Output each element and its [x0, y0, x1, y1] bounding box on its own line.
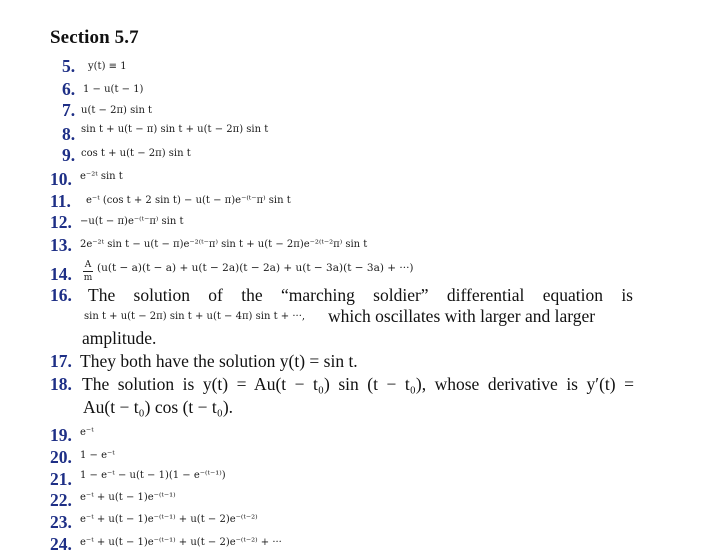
answer-text-line: Au(t − t₀) cos (t − t₀). [83, 397, 234, 417]
answer-expression: e⁻²ᵗ sin t [80, 171, 123, 182]
answer-expression: sin t + u(t − 2π) sin t + u(t − 4π) sin t + ···, [84, 311, 306, 322]
answer-text-line: amplitude. [82, 328, 157, 348]
answer-expression: e⁻ᵗ + u(t − 1)e⁻⁽ᵗ⁻¹⁾ + u(t − 2)e⁻⁽ᵗ⁻²⁾ [80, 514, 258, 525]
answer-expression: y(t) ≡ 1 [88, 61, 127, 72]
item-number: 16. [50, 285, 72, 305]
answer-expression: −u(t − π)e⁻⁽ᵗ⁻π⁾ sin t [80, 216, 184, 227]
item-number: 17. [50, 351, 72, 371]
answer-expression: (u(t − a)(t − a) + u(t − 2a)(t − 2a) + u(t − 3a)(t − 3a) + ···) [97, 262, 414, 274]
item-number: 11. [50, 191, 71, 211]
answer-expression: cos t + u(t − 2π) sin t [81, 148, 191, 159]
answer-expression: 1 − e⁻ᵗ [80, 450, 115, 461]
answer-text-line: The solution of the “marching soldier” differential equation is [88, 285, 633, 305]
item-number: 21. [50, 469, 72, 489]
item-number: 18. [50, 374, 72, 394]
fraction-numerator: A [84, 260, 92, 270]
answer-expression: 2e⁻²ᵗ sin t − u(t − π)e⁻²⁽ᵗ⁻π⁾ sin t + u(t − 2π)e⁻²⁽ᵗ⁻²π⁾ sin t [80, 239, 368, 250]
item-number: 9. [62, 145, 76, 165]
fraction-denominator: m [83, 273, 93, 283]
answer-expression: e⁻ᵗ [80, 427, 94, 438]
item-number: 10. [50, 169, 72, 189]
answer-expression: 1 − e⁻ᵗ − u(t − 1)(1 − e⁻⁽ᵗ⁻¹⁾) [80, 470, 226, 481]
answer-text-line: which oscillates with larger and larger [328, 306, 596, 326]
item-number: 5. [62, 56, 76, 76]
item-number: 19. [50, 425, 72, 445]
answer-expression: sin t + u(t − π) sin t + u(t − 2π) sin t [81, 124, 269, 135]
answer-text-line: They both have the solution y(t) = sin t. [80, 351, 358, 371]
item-number: 23. [50, 512, 72, 532]
section-heading: Section 5.7 [50, 27, 139, 48]
answer-expression: u(t − 2π) sin t [81, 105, 153, 116]
answer-text-line: The solution is y(t) = Au(t − t₀) sin (t − t₀), whose derivative is y′(t) = [82, 374, 634, 394]
item-number: 22. [50, 490, 72, 510]
item-number: 24. [50, 534, 72, 554]
item-number: 13. [50, 235, 72, 255]
item-number: 12. [50, 212, 72, 232]
fraction-bar [83, 271, 93, 272]
item-number: 14. [50, 264, 72, 284]
item-number: 7. [62, 100, 76, 120]
answer-expression: e⁻ᵗ + u(t − 1)e⁻⁽ᵗ⁻¹⁾ [80, 492, 176, 503]
answer-expression: 1 − u(t − 1) [83, 84, 144, 95]
item-number: 20. [50, 447, 72, 467]
item-number: 6. [62, 79, 76, 99]
answer-expression: e⁻ᵗ + u(t − 1)e⁻⁽ᵗ⁻¹⁾ + u(t − 2)e⁻⁽ᵗ⁻²⁾ + ··· [80, 537, 282, 548]
answer-expression: e⁻ᵗ (cos t + 2 sin t) − u(t − π)e⁻⁽ᵗ⁻π⁾ sin t [86, 195, 291, 206]
fraction-a-over-m [83, 260, 93, 283]
item-number: 8. [62, 124, 76, 144]
